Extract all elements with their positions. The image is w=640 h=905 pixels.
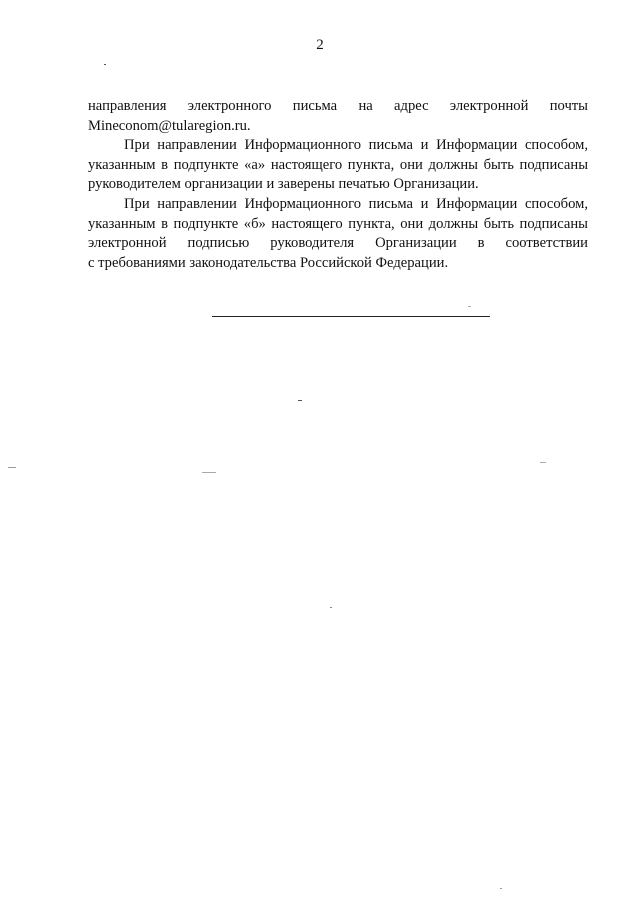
document-body [88,97,588,273]
paragraph-line: При направлении Информационного письма и Информации способом, [124,195,588,212]
scan-speck [500,888,502,889]
paragraph-method-a [88,136,588,195]
scan-speck [202,472,216,473]
paragraph-email-delivery [88,97,588,136]
paragraph-line: электронной подписью руководителя Организации в соответствии [88,235,588,252]
paragraph-line: При направлении Информационного письма и Информации способом, [124,137,588,154]
scan-speck [104,64,106,65]
scan-speck [8,467,16,468]
scan-speck [468,306,471,307]
paragraph-line: указанным в подпункте «а» настоящего пункта, они должны быть подписаны [88,156,588,173]
page-number: 2 [316,37,324,53]
paragraph-line: с требованиями законодательства Российской Федерации. [88,254,449,271]
scan-speck [330,607,332,608]
paragraph-method-b [88,195,588,273]
end-of-document-rule [212,316,490,317]
paragraph-line: указанным в подпункте «б» настоящего пункта, они должны быть подписаны [88,215,588,232]
paragraph-line: руководителем организации и заверены печатью Организации. [88,176,479,193]
scan-speck [540,462,546,463]
email-address-text: Mineconom@tularegion.ru. [88,117,251,134]
paragraph-line: направления электронного письма на адрес электронной почты [88,98,588,114]
scan-speck [298,400,302,401]
